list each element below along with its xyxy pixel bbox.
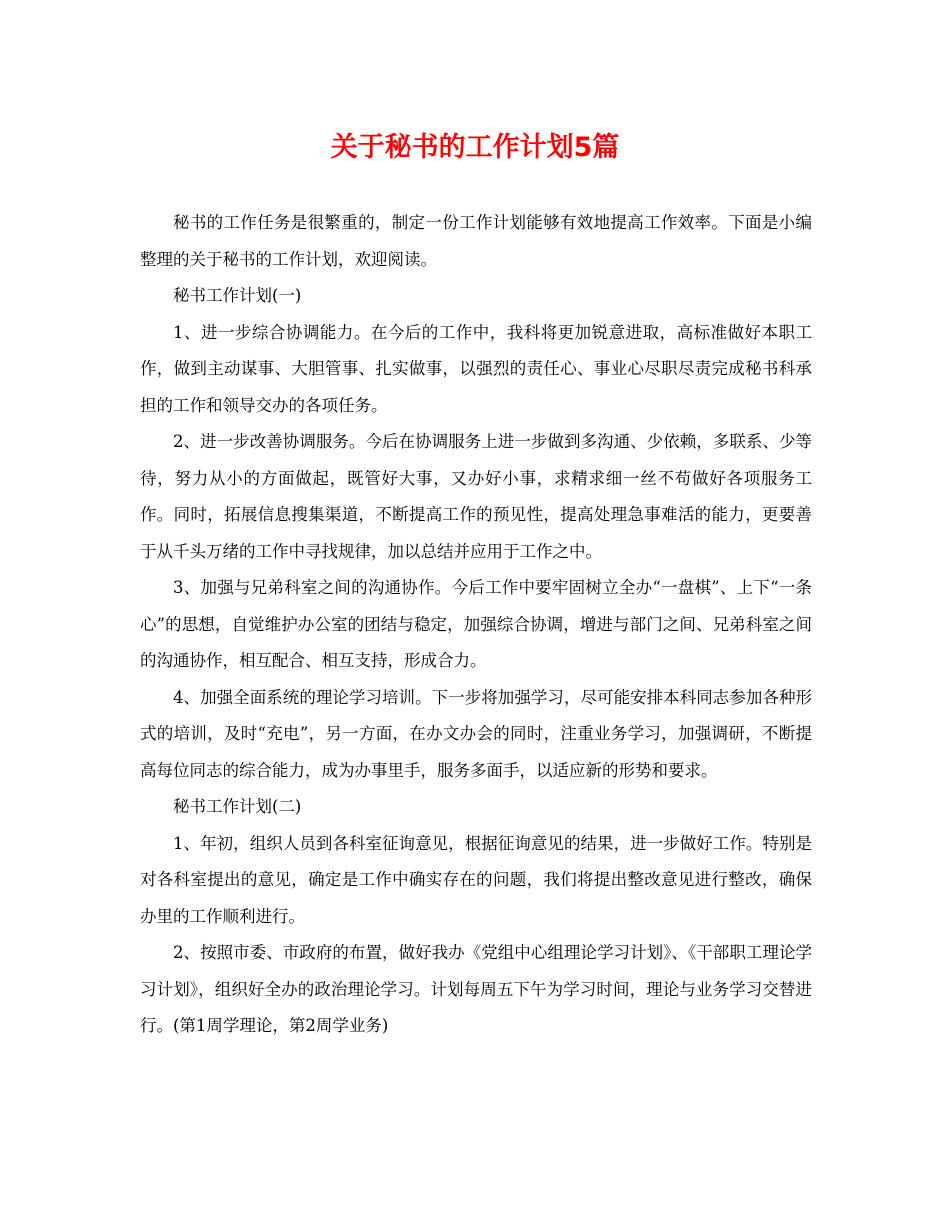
paragraph: 1、进一步综合协调能力。在今后的工作中，我科将更加锐意进取，高标准做好本职工作，做到主动谋事、大胆管事、扎实做事，以强烈的责任心、事业心尽职尽责完成秘书科承担的工作和领导交办的各项任务。 [140, 322, 812, 415]
paragraph: 4、加强全面系统的理论学习培训。下一步将加强学习，尽可能安排本科同志参加各种形式的培训，及时“充电”，另一方面，在办文办会的同时，注重业务学习，加强调研，不断提高每位同志的综合能力，成为办事里手，服务多面手，以适应新的形势和要求。 [140, 687, 812, 780]
paragraph: 2、进一步改善协调服务。今后在协调服务上进一步做到多沟通、少依赖，多联系、少等待，努力从小的方面做起，既管好大事，又办好小事，求精求细一丝不苟做好各项服务工作。同时，拓展信息搜集渠道，不断提高工作的预见性，提高处理急事难活的能力，更要善于从千头万绪的工作中寻找规律，加以总结并应用于工作之中。 [140, 432, 812, 561]
intro-paragraph: 秘书的工作任务是很繁重的，制定一份工作计划能够有效地提高工作效率。下面是小编整理的关于秘书的工作计划，欢迎阅读。 [140, 213, 812, 269]
section-heading-1: 秘书工作计划(一) [173, 286, 302, 305]
section-heading-2: 秘书工作计划(二) [173, 797, 302, 816]
document-body [140, 205, 812, 1045]
paragraph: 3、加强与兄弟科室之间的沟通协作。今后工作中要牢固树立全办“一盘棋”、上下“一条心”的思想，自觉维护办公室的团结与稳定，加强综合协调，增进与部门之间、兄弟科室之间的沟通协作，相互配合、相互支持，形成合力。 [140, 578, 812, 670]
paragraph: 2、按照市委、市政府的布置，做好我办《党组中心组理论学习计划》、《干部职工理论学习计划》，组织好全办的政治理论学习。计划每周五下午为学习时间，理论与业务学习交替进行。(第1周学理论，第2周学业务) [140, 943, 812, 1035]
document-title: 关于秘书的工作计划5篇 [330, 132, 620, 163]
paragraph: 1、年初，组织人员到各科室征询意见，根据征询意见的结果，进一步做好工作。特别是对各科室提出的意见，确定是工作中确实存在的问题，我们将提出整改意见进行整改，确保办里的工作顺利进行。 [140, 833, 812, 926]
